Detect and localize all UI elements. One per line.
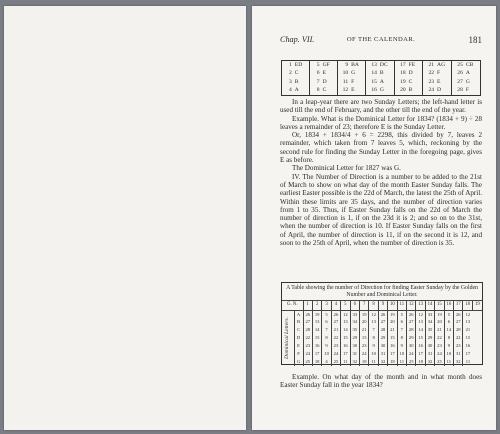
direction-number-cell: 14 (416, 326, 425, 334)
golden-number-header: 10 (388, 301, 397, 311)
direction-number-cell: 29 (407, 334, 416, 342)
letter-table-number: 15 (366, 78, 379, 86)
direction-row (282, 342, 482, 350)
direction-header-row (282, 301, 482, 311)
golden-number-header: 13 (416, 301, 425, 311)
letter-table-row (282, 86, 481, 95)
direction-number-cell: 19 (359, 310, 368, 318)
direction-row (282, 350, 482, 358)
direction-number-cell: 19 (312, 310, 321, 318)
direction-number-cell: 24 (331, 350, 340, 358)
direction-number-cell: 13 (463, 318, 472, 326)
body-paragraph: In a leap-year there are two Sunday Letters; the left-hand letter is used till the end of February, and the other till the end of the year. (280, 98, 482, 115)
letter-table-number: 8 (309, 86, 321, 95)
letter-table-row (282, 61, 481, 70)
dominical-letter-cell: B (294, 318, 303, 326)
direction-number-cell: 10 (369, 350, 378, 358)
direction-number-cell: 13 (312, 318, 321, 326)
golden-number-header: 1 (303, 301, 312, 311)
dominical-letter-cell: A (294, 310, 303, 318)
direction-number-cell: 25 (435, 358, 444, 366)
letter-table-number: 22 (423, 69, 436, 77)
left-blank-page (4, 6, 246, 430)
direction-number-cell: 5 (444, 310, 453, 318)
letter-table-letter: F (437, 70, 441, 77)
dominical-letter-cell: F (294, 350, 303, 358)
direction-number-cell: 11 (341, 358, 350, 366)
direction-number-cell: 33 (350, 310, 359, 318)
direction-number-cell: 24 (359, 350, 368, 358)
direction-number-cell: 28 (407, 326, 416, 334)
direction-number-cell: 31 (425, 350, 434, 358)
direction-number-cell: 32 (378, 358, 387, 366)
direction-number-cell: 14 (312, 326, 321, 334)
direction-number-cell: 17 (463, 350, 472, 358)
letter-table-number: 6 (309, 69, 321, 77)
direction-number-cell: 34 (350, 318, 359, 326)
letter-table-letter: F (465, 87, 469, 94)
direction-row (282, 310, 482, 318)
direction-number-cell: 16 (312, 342, 321, 350)
direction-number-cell: 11 (444, 358, 453, 366)
direction-number-cell: 20 (359, 318, 368, 326)
dominical-letter-cell: D (294, 334, 303, 342)
direction-number-cell: 4 (322, 358, 331, 366)
letter-table-letter: G (379, 87, 384, 94)
letter-table-letter: A (465, 70, 470, 77)
letter-table-number: 16 (366, 86, 379, 95)
direction-number-cell: 12 (341, 310, 350, 318)
direction-number-cell: 27 (331, 318, 340, 326)
letter-table-number: 23 (423, 78, 436, 86)
direction-number-cell: 24 (407, 350, 416, 358)
body-text-top (280, 98, 482, 247)
running-header (280, 34, 482, 46)
direction-number-cell: 7 (369, 326, 378, 334)
direction-number-cell: 22 (454, 334, 463, 342)
direction-number-cell: 11 (463, 358, 472, 366)
direction-row (282, 358, 482, 366)
direction-number-cell: 25 (407, 358, 416, 366)
direction-number-cell: 33 (425, 310, 434, 318)
direction-number-cell: 25 (331, 358, 340, 366)
letter-table-number: 12 (337, 86, 350, 95)
direction-number-cell: 23 (359, 342, 368, 350)
direction-number-cell: 12 (463, 310, 472, 318)
direction-number-cell: 27 (303, 318, 312, 326)
direction-number-cell: 16 (388, 342, 397, 350)
letter-table-number: 27 (452, 78, 465, 86)
direction-number-cell: 23 (303, 342, 312, 350)
golden-number-header: 9 (378, 301, 387, 311)
direction-number-cell: 30 (350, 342, 359, 350)
direction-number-cell: 18 (359, 358, 368, 366)
direction-number-cell: 15 (463, 334, 472, 342)
letter-table-letter: D (437, 87, 442, 94)
direction-number-cell: 30 (425, 342, 434, 350)
letter-table-number: 2 (289, 70, 292, 77)
direction-number-cell: 26 (331, 310, 340, 318)
side-label-text: Dominical Letters. (283, 317, 290, 360)
letter-table-number: 3 (289, 78, 292, 85)
direction-row (282, 334, 482, 342)
dominical-letter-cell: G (294, 358, 303, 366)
direction-number-cell: 12 (369, 310, 378, 318)
letter-table-letter: FE (408, 62, 416, 68)
direction-number-cell: 13 (369, 318, 378, 326)
letter-table-letter: F (351, 78, 355, 85)
direction-number-cell: 12 (416, 310, 425, 318)
letter-table-number: 9 (337, 61, 350, 70)
right-page (252, 6, 496, 430)
golden-number-header: 18 (463, 301, 472, 311)
direction-number-cell: 19 (388, 310, 397, 318)
letter-table-letter: C (294, 70, 299, 77)
direction-number-cell: 5 (322, 310, 331, 318)
direction-number-cell: 21 (463, 326, 472, 334)
direction-number-cell: 15 (341, 334, 350, 342)
golden-number-header: 19 (472, 301, 482, 311)
direction-number-cell: 29 (350, 334, 359, 342)
letter-table-number: 10 (337, 69, 350, 77)
letter-table-letter: ED (294, 62, 303, 68)
direction-number-cell: 9 (444, 342, 453, 350)
direction-number-cell: 16 (463, 342, 472, 350)
direction-number-cell: 23 (331, 342, 340, 350)
direction-number-cell: 9 (397, 342, 406, 350)
letter-table-number: 11 (337, 78, 350, 86)
direction-number-cell: 30 (378, 342, 387, 350)
direction-number-cell: 28 (378, 326, 387, 334)
golden-number-header: 7 (359, 301, 368, 311)
direction-number-cell: 10 (397, 350, 406, 358)
direction-number-cell: 16 (416, 342, 425, 350)
direction-number-cell: 6 (322, 318, 331, 326)
direction-number-cell: 8 (397, 334, 406, 342)
direction-number-cell: 32 (454, 358, 463, 366)
direction-number-cell: 9 (322, 342, 331, 350)
direction-row (282, 326, 482, 334)
direction-number-cell: 15 (416, 334, 425, 342)
direction-number-cell: 8 (369, 334, 378, 342)
direction-number-cell: 25 (303, 358, 312, 366)
direction-number-cell: 27 (454, 318, 463, 326)
direction-number-cell: 21 (388, 326, 397, 334)
direction-number-cell: 35 (425, 326, 434, 334)
direction-number-cell: 31 (454, 350, 463, 358)
direction-number-cell: 18 (388, 358, 397, 366)
letter-table-number: 28 (452, 86, 465, 95)
golden-number-label: G. N. (282, 301, 303, 311)
direction-number-cell: 32 (425, 358, 434, 366)
letter-table-number: 20 (395, 86, 408, 95)
letter-table-number: 18 (395, 69, 408, 77)
direction-number-cell: 11 (369, 358, 378, 366)
body-paragraph: The Dominical Letter for 1827 was G. (292, 164, 401, 173)
direction-number-cell: 14 (444, 326, 453, 334)
direction-number-cell: 14 (341, 326, 350, 334)
direction-number-cell: 15 (312, 334, 321, 342)
letter-table-letter: C (408, 78, 413, 85)
direction-number-cell: 6 (444, 318, 453, 326)
direction-number-cell: 28 (303, 326, 312, 334)
body-paragraph: IV. The Number of Direction is a number to be added to the 21st of March to show on what day of the month Easter Sunday falls. The earliest Easter possible is the 22d of March, the latest the 25th of April. Within these limits are 35 days, and the number of direction varies from 1 to 35. Thus, if Easter Sunday falls on the 22d of March the number of direction is 1, if on the 23d it is 2; and so on to the 31st, when the number of direction is 10. If Easter Sunday falls on the first of April, the number of direction is 11, if on the second it is 12, and soon to the 25th of April, when the number of direction is 35. (280, 172, 482, 248)
direction-number-cell: 18 (312, 358, 321, 366)
direction-number-cell: 9 (369, 342, 378, 350)
letter-table-number: 14 (366, 69, 379, 77)
golden-number-header: 15 (435, 301, 444, 311)
direction-number-cell: 23 (435, 342, 444, 350)
direction-number-cell: 22 (331, 334, 340, 342)
direction-number-cell: 24 (435, 350, 444, 358)
direction-number-cell: 20 (435, 318, 444, 326)
letter-table-number: 1 (289, 62, 292, 68)
letter-table-letter: BA (351, 62, 359, 68)
direction-number-cell: 8 (444, 334, 453, 342)
direction-number-cell: 13 (341, 318, 350, 326)
direction-number-cell: 17 (388, 350, 397, 358)
direction-number-cell: 26 (407, 310, 416, 318)
direction-number-cell: 7 (397, 326, 406, 334)
golden-number-header: 2 (312, 301, 321, 311)
direction-number-cell: 17 (312, 350, 321, 358)
letter-table-letter: G (465, 78, 470, 85)
direction-number-cell: 24 (303, 350, 312, 358)
letter-table-letter: B (408, 87, 413, 94)
direction-number-cell: 27 (378, 318, 387, 326)
direction-number-cell: 21 (359, 326, 368, 334)
example-paragraph: Example. On what day of the month and in what month does Easter Sunday fall in the year 1834? (280, 373, 482, 390)
direction-number-cell: 29 (425, 334, 434, 342)
direction-row (282, 318, 482, 326)
letter-table-letter: C (322, 87, 327, 94)
direction-number-cell: 22 (435, 334, 444, 342)
direction-number-cell: 22 (303, 334, 312, 342)
page-number: 181 (468, 35, 482, 45)
letter-table-letter: B (294, 78, 299, 85)
direction-grid (282, 300, 482, 366)
body-paragraph: Or, 1834 + 1834/4 + 6 = 2298, this divided by 7, leaves 2 remainder, which taken from 7 leaves 5, which, reckoning by the second rule for finding the Sunday Letter in the foregoing page, gives E as before. (280, 131, 482, 165)
letter-table-row (282, 78, 481, 86)
golden-number-header: 14 (425, 301, 434, 311)
letter-table-letter: D (408, 70, 413, 77)
direction-number-cell: 10 (444, 350, 453, 358)
letter-table-letter: B (379, 70, 384, 77)
direction-number-cell: 11 (397, 358, 406, 366)
letter-table-letter: E (322, 70, 327, 77)
direction-number-cell: 26 (303, 310, 312, 318)
letter-table-number: 7 (309, 78, 321, 86)
direction-table (281, 282, 483, 365)
letter-table-letter: E (351, 87, 355, 94)
direction-number-cell: 35 (350, 326, 359, 334)
golden-number-header: 8 (369, 301, 378, 311)
letter-table-letter: A (294, 87, 299, 94)
letter-table-number: 24 (423, 86, 436, 95)
direction-number-cell: 8 (322, 334, 331, 342)
letter-table-row (282, 69, 481, 77)
letter-table-letter: AG (437, 62, 446, 68)
direction-number-cell: 21 (331, 326, 340, 334)
letter-table-number: 5 (309, 61, 321, 70)
direction-number-cell: 28 (454, 326, 463, 334)
direction-number-cell: 26 (378, 310, 387, 318)
letter-table-letter: DC (379, 62, 388, 68)
direction-number-cell: 19 (435, 310, 444, 318)
dominical-letter-cell: E (294, 342, 303, 350)
dominical-letter-cell: C (294, 326, 303, 334)
direction-number-cell: 30 (407, 342, 416, 350)
golden-number-header: 11 (397, 301, 406, 311)
letter-table-number: 26 (452, 69, 465, 77)
dominical-letter-table (281, 60, 481, 96)
chapter-label: Chap. VII. (280, 35, 315, 44)
body-text-bottom (280, 373, 482, 390)
golden-number-header: 4 (331, 301, 340, 311)
page-title: OF THE CALENDAR. (346, 36, 416, 43)
direction-number-cell: 16 (341, 342, 350, 350)
direction-number-cell: 5 (397, 310, 406, 318)
direction-number-cell: 20 (388, 318, 397, 326)
letter-table-number: 13 (366, 61, 379, 70)
letter-table-number: 17 (395, 61, 408, 70)
direction-number-cell: 10 (322, 350, 331, 358)
direction-number-cell: 31 (350, 350, 359, 358)
letter-table-number: 4 (289, 87, 292, 94)
direction-number-cell: 31 (378, 350, 387, 358)
letter-table-number: 25 (452, 61, 465, 70)
golden-number-header: 16 (444, 301, 453, 311)
direction-number-cell: 15 (359, 334, 368, 342)
letter-table-letter: CB (465, 62, 474, 68)
letter-table-letter: GF (322, 62, 330, 68)
body-paragraph: Example. What is the Dominical Letter for 1834? (1834 + 9) ÷ 28 leaves a remainder of 23; therefore E is the Sunday Letter. (280, 114, 482, 131)
direction-number-cell: 6 (397, 318, 406, 326)
direction-number-cell: 17 (416, 350, 425, 358)
direction-number-cell: 15 (388, 334, 397, 342)
direction-number-cell: 21 (435, 326, 444, 334)
golden-number-header: 6 (350, 301, 359, 311)
letter-table-letter: E (437, 78, 441, 85)
direction-number-cell: 29 (378, 334, 387, 342)
direction-number-cell: 13 (416, 318, 425, 326)
dominical-letters-side-label (282, 310, 294, 366)
direction-number-cell: 17 (341, 350, 350, 358)
letter-table-number: 21 (423, 61, 436, 70)
direction-number-cell: 26 (454, 310, 463, 318)
golden-number-header: 17 (454, 301, 463, 311)
direction-number-cell: 34 (425, 318, 434, 326)
letter-table-letter: D (322, 78, 327, 85)
letter-table-letter: G (351, 70, 356, 77)
direction-table-caption: A Table showing the number of Direction for finding Easter Sunday by the Golden Number and Dominical Letter. (286, 285, 478, 299)
direction-number-cell: 18 (416, 358, 425, 366)
golden-number-header: 12 (407, 301, 416, 311)
golden-number-header: 5 (341, 301, 350, 311)
direction-number-cell: 23 (454, 342, 463, 350)
letter-table-letter: A (379, 78, 384, 85)
direction-number-cell: 32 (350, 358, 359, 366)
direction-number-cell: 27 (407, 318, 416, 326)
letter-table-number: 19 (395, 78, 408, 86)
golden-number-header: 3 (322, 301, 331, 311)
direction-number-cell: 7 (322, 326, 331, 334)
